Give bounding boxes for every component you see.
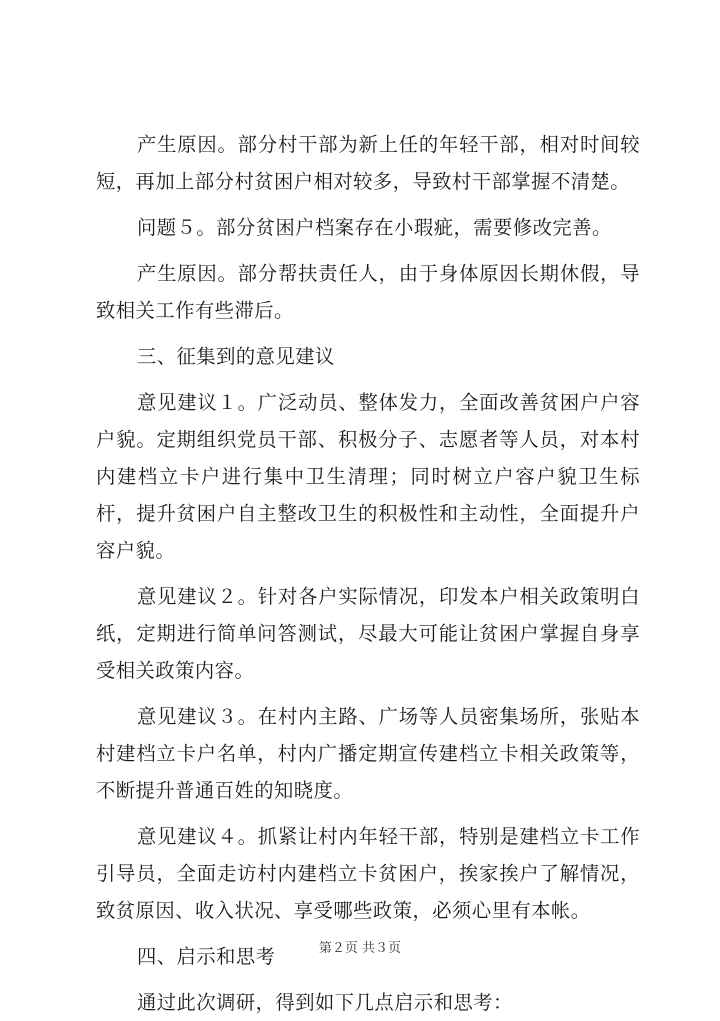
paragraph-suggestion-4: 意见建议４。抓紧让村内年轻干部，特别是建档立卡工作引导员，全面走访村内建档立卡贫困户，挨家挨户了解情况，致贫原因、收入状况、享受哪些政策，必须心里有本帐。 [96,825,640,922]
section-heading-insights: 四、启示和思考 [137,945,276,968]
paragraph-suggestion-2: 意见建议２。针对各户实际情况，印发本户相关政策明白纸，定期进行简单问答测试，尽最大可能让贫困户掌握自身享受相关政策内容。 [96,585,640,682]
paragraph-cause-3: 产生原因。部分村干部为新上任的年轻干部，相对时间较短，再加上部分村贫困户相对较多，导致村干部掌握不清楚。 [96,133,640,193]
document-body [96,126,640,1021]
page-footer [0,940,720,958]
paragraph-suggestion-1: 意见建议１。广泛动员、整体发力，全面改善贫困户户容户貌。定期组织党员干部、积极分子、志愿者等人员，对本村内建档立卡户进行集中卫生清理；同时树立户容户貌卫生标杆，提升贫困户自主整改卫生的积极性和主动性，全面提升户容户貌。 [96,391,640,562]
paragraph-cause-5: 产生原因。部分帮扶责任人，由于身体原因长期休假，导致相关工作有些滞后。 [96,262,640,322]
paragraph-suggestion-3: 意见建议３。在村内主路、广场等人员密集场所，张贴本村建档立卡户名单，村内广播定期宣传建档立卡相关政策等，不断提升普通百姓的知晓度。 [96,705,640,802]
section-heading-suggestions: 三、征集到的意见建议 [137,345,335,368]
paragraph-problem-5: 问题５。部分贫困户档案存在小瑕疵，需要修改完善。 [137,216,612,239]
page-number: 第２页 共３页 [318,941,402,956]
paragraph-insights-intro: 通过此次调研，得到如下几点启示和思考： [137,991,513,1014]
